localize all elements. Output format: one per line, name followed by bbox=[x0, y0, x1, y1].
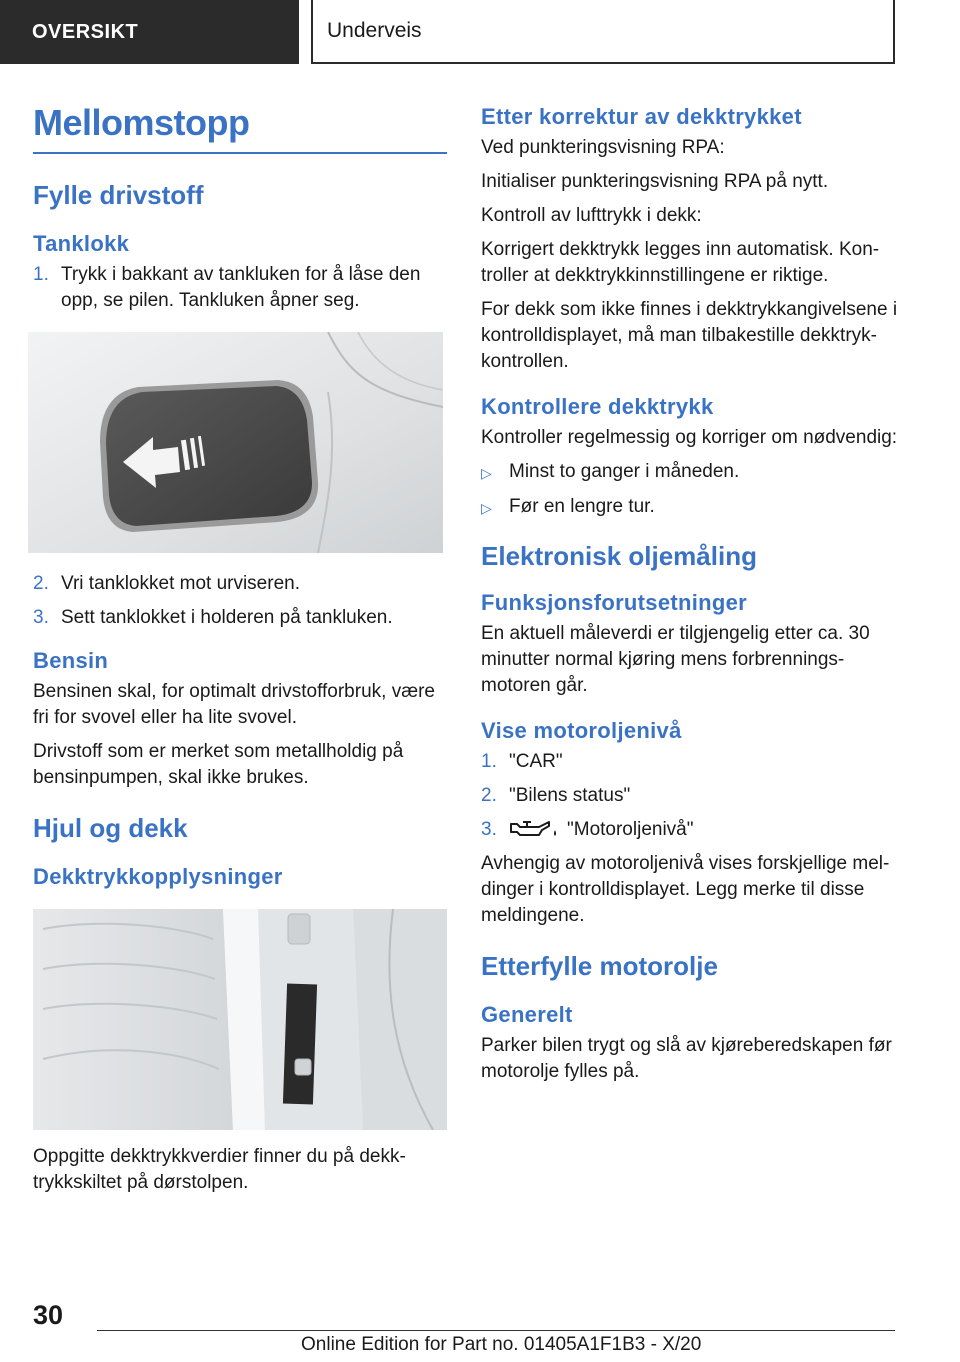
petrol-paragraph-2: Drivstoff som er merket som metallholdig på bensinpumpen, skal ikke brukes. bbox=[33, 741, 404, 788]
tire-info-paragraph: Oppgitte dekktrykkverdier finner du på dekktrykkskiltet på dørstolpen. bbox=[33, 1146, 406, 1193]
general-paragraph: Parker bilen trygt og slå av kjøreberedskapen før motorolje fylles på. bbox=[481, 1035, 892, 1082]
tab-section-label: Underveis bbox=[327, 19, 422, 42]
list-item bbox=[33, 571, 447, 597]
list-item bbox=[481, 783, 901, 809]
step-text: "CAR" bbox=[509, 751, 563, 772]
reset-paragraph: For dekk som ikke finnes i dekktrykkangivelsene i kontrolldisplayet, må man tilbakestille dekktrykkontrollen. bbox=[481, 299, 898, 372]
function-requirements-heading: Funksjonsforutsetninger bbox=[481, 590, 748, 615]
petrol-heading: Bensin bbox=[33, 648, 109, 673]
refuel-heading: Fylle drivstoff bbox=[33, 180, 204, 210]
rpa-init-paragraph: Initialiser punkteringsvisning RPA på nytt. bbox=[481, 171, 829, 192]
tab-overview-label: OVERSIKT bbox=[32, 20, 139, 43]
wheels-heading: Hjul og dekk bbox=[33, 813, 188, 843]
refill-oil-heading: Etterfylle motorolje bbox=[481, 951, 718, 981]
right-column bbox=[481, 103, 901, 1093]
step-number: 3. bbox=[33, 607, 49, 628]
step-text-with-icon bbox=[509, 817, 694, 843]
air-check-paragraph: Kontroll av lufttrykk i dekk: bbox=[481, 205, 702, 226]
oil-can-icon bbox=[509, 818, 561, 838]
list-item bbox=[33, 262, 447, 314]
show-oil-steps bbox=[481, 749, 901, 843]
step-number: 3. bbox=[481, 819, 497, 840]
footer-edition: Online Edition for Part no. 01405A1F1B3 - X/20 bbox=[301, 1334, 702, 1355]
list-item bbox=[481, 459, 901, 486]
petrol-paragraph-1: Bensinen skal, for optimalt drivstofforbruk, være fri for svovel eller ha lite svovel. bbox=[33, 681, 435, 728]
step-text: Trykk i bakkant av tankluken for å låse den opp, se pilen. Tankluken åpner seg. bbox=[61, 264, 421, 311]
page-number: 30 bbox=[33, 1300, 64, 1330]
door-pillar-illustration bbox=[33, 909, 447, 1130]
step-number: 2. bbox=[33, 573, 49, 594]
step-number: 1. bbox=[33, 264, 49, 285]
list-item bbox=[33, 605, 447, 631]
check-item-text: Før en lengre tur. bbox=[509, 496, 655, 517]
list-item bbox=[481, 749, 901, 775]
bullet-triangle-icon: ▷ bbox=[481, 500, 492, 516]
page-title: Mellomstopp bbox=[33, 100, 447, 154]
step-text: Sett tanklokket i holderen på tankluken. bbox=[61, 607, 393, 628]
rpa-paragraph: Ved punkteringsvisning RPA: bbox=[481, 137, 725, 158]
tire-info-heading: Dekktrykkopplysninger bbox=[33, 864, 283, 889]
show-oil-level-heading: Vise motoroljenivå bbox=[481, 718, 682, 743]
list-item bbox=[481, 817, 901, 843]
footer-divider bbox=[97, 1330, 895, 1331]
after-correction-heading: Etter korrektur av dekktrykket bbox=[481, 104, 802, 129]
tab-overview[interactable] bbox=[0, 0, 299, 64]
step-text: Vri tanklokket mot urviseren. bbox=[61, 573, 300, 594]
fuel-flap-illustration bbox=[28, 332, 443, 553]
list-item bbox=[481, 494, 901, 521]
check-tire-pressure-heading: Kontrollere dekktrykk bbox=[481, 394, 714, 419]
check-paragraph: Kontroller regelmessig og korriger om nødvendig: bbox=[481, 427, 898, 448]
function-paragraph: En aktuell måleverdi er tilgjengelig etter ca. 30 minutter normal kjøring mens forbrenningsmotoren går. bbox=[481, 623, 870, 696]
bullet-triangle-icon: ▷ bbox=[481, 465, 492, 481]
tab-section[interactable] bbox=[311, 0, 895, 64]
check-item-text: Minst to ganger i måneden. bbox=[509, 461, 740, 482]
step-text: "Bilens status" bbox=[509, 785, 631, 806]
step-text: "Motoroljenivå" bbox=[567, 819, 694, 840]
general-heading: Generelt bbox=[481, 1002, 573, 1027]
oil-measurement-heading: Elektronisk oljemåling bbox=[481, 541, 757, 571]
fuel-steps-b bbox=[33, 571, 447, 631]
fuel-steps-a bbox=[33, 262, 447, 314]
fuel-cap-heading: Tanklokk bbox=[33, 231, 130, 256]
step-number: 1. bbox=[481, 751, 497, 772]
show-oil-paragraph: Avhengig av motoroljenivå vises forskjellige meldinger i kontrolldisplayet. Legg merke til disse meldingene. bbox=[481, 853, 890, 926]
step-number: 2. bbox=[481, 785, 497, 806]
left-column bbox=[33, 100, 447, 1204]
auto-correct-paragraph: Korrigert dekktrykk legges inn automatisk. Kontroller at dekktrykkinnstillingene er riktige. bbox=[481, 239, 880, 286]
check-list bbox=[481, 459, 901, 521]
